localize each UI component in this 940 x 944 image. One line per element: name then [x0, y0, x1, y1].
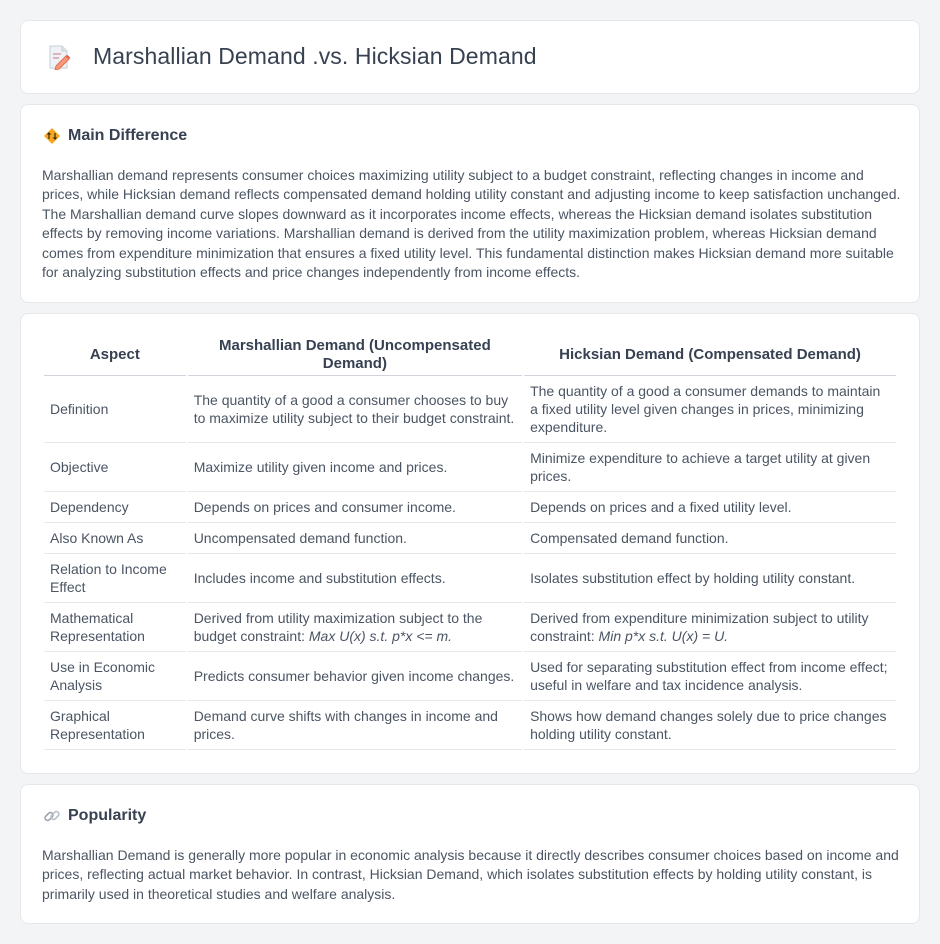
hicksian-cell: Depends on prices and a fixed utility level.: [524, 492, 896, 523]
comparison-table: [42, 334, 898, 750]
header-card: [20, 20, 920, 94]
aspect-cell: Definition: [44, 376, 186, 443]
main-difference-heading-row: [43, 127, 187, 145]
marshallian-cell: Demand curve shifts with changes in income and prices.: [188, 701, 522, 750]
table-row: [44, 554, 896, 603]
main-difference-title: Main Difference: [68, 127, 188, 144]
table-row: [44, 603, 896, 652]
aspect-cell: Also Known As: [44, 523, 186, 554]
marshallian-cell: Depends on prices and consumer income.: [188, 492, 522, 523]
page-title: Marshallian Demand .vs. Hicksian Demand: [93, 43, 537, 69]
main-difference-card: [20, 104, 920, 303]
header-aspect: Aspect: [44, 334, 186, 376]
marshallian-text: Derived from utility maximization subject to the budget constraint:: [193, 610, 483, 644]
aspect-cell: Relation to Income Effect: [44, 554, 186, 603]
hicksian-cell: Isolates substitution effect by holding utility constant.: [524, 554, 896, 603]
link-icon: [43, 807, 61, 825]
table-header-row: [44, 334, 896, 376]
marshallian-cell: Predicts consumer behavior given income changes.: [188, 652, 522, 701]
table-row: [44, 376, 896, 443]
marshallian-formula: Max U(x) s.t. p*x <= m.: [308, 628, 453, 644]
marshallian-cell: Includes income and substitution effects.: [188, 554, 522, 603]
aspect-cell: Objective: [44, 443, 186, 492]
aspect-cell: Dependency: [44, 492, 186, 523]
marshallian-cell: The quantity of a good a consumer chooses to buy to maximize utility subject to their budget constraint.: [188, 376, 522, 443]
main-difference-text: Marshallian demand represents consumer choices maximizing utility subject to a budget constraint, reflecting changes in income and prices, while Hicksian demand reflects compensated demand holding utility constant and adjusting income to keep satisfaction unchanged. The Marshallian demand curve slopes downward as it incorporates income effects, whereas the Hicksian demand isolates substitution effects by removing income variations. Marshallian demand is derived from the utility maximization problem, whereas Hicksian demand comes from expenditure minimization that ensures a fixed utility level. This fundamental distinction makes Hicksian demand more suitable for analyzing substitution effects and price changes independently from income effects.: [42, 167, 901, 281]
marshallian-cell: Uncompensated demand function.: [188, 523, 522, 554]
title-row: [47, 43, 537, 70]
marshallian-cell: [188, 603, 522, 652]
table-row: [44, 652, 896, 701]
header-marshallian: Marshallian Demand (Uncompensated Demand): [188, 334, 522, 376]
marshallian-cell: Maximize utility given income and prices.: [188, 443, 522, 492]
hicksian-cell: Used for separating substitution effect from income effect; useful in welfare and tax incidence analysis.: [524, 652, 896, 701]
hicksian-cell: Minimize expenditure to achieve a target utility at given prices.: [524, 443, 896, 492]
table-row: [44, 492, 896, 523]
hicksian-cell: The quantity of a good a consumer demands to maintain a fixed utility level given changes in prices, minimizing expenditure.: [524, 376, 896, 443]
table-row: [44, 443, 896, 492]
table-row: [44, 523, 896, 554]
document-pencil-icon: [47, 44, 71, 70]
comparison-card: [20, 313, 920, 774]
table-row: [44, 701, 896, 750]
popularity-title: Popularity: [68, 807, 147, 824]
aspect-cell: Graphical Representation: [44, 701, 186, 750]
hicksian-cell: [524, 603, 896, 652]
hicksian-cell: Compensated demand function.: [524, 523, 896, 554]
diamond-arrows-icon: [43, 127, 61, 145]
aspect-cell: Mathematical Representation: [44, 603, 186, 652]
popularity-card: [20, 784, 920, 924]
hicksian-cell: Shows how demand changes solely due to price changes holding utility constant.: [524, 701, 896, 750]
popularity-text: Marshallian Demand is generally more popular in economic analysis because it directly describes consumer choices based on income and prices, reflecting actual market behavior. In contrast, Hicksian Demand, which isolates substitution effects by holding utility constant, is primarily used in theoretical studies and welfare analysis.: [42, 847, 899, 902]
hicksian-text: Derived from expenditure minimization subject to utility constraint:: [530, 610, 869, 644]
aspect-cell: Use in Economic Analysis: [44, 652, 186, 701]
hicksian-formula: Min p*x s.t. U(x) = U.: [598, 628, 729, 644]
header-hicksian: Hicksian Demand (Compensated Demand): [524, 334, 896, 376]
popularity-heading-row: [43, 807, 146, 825]
